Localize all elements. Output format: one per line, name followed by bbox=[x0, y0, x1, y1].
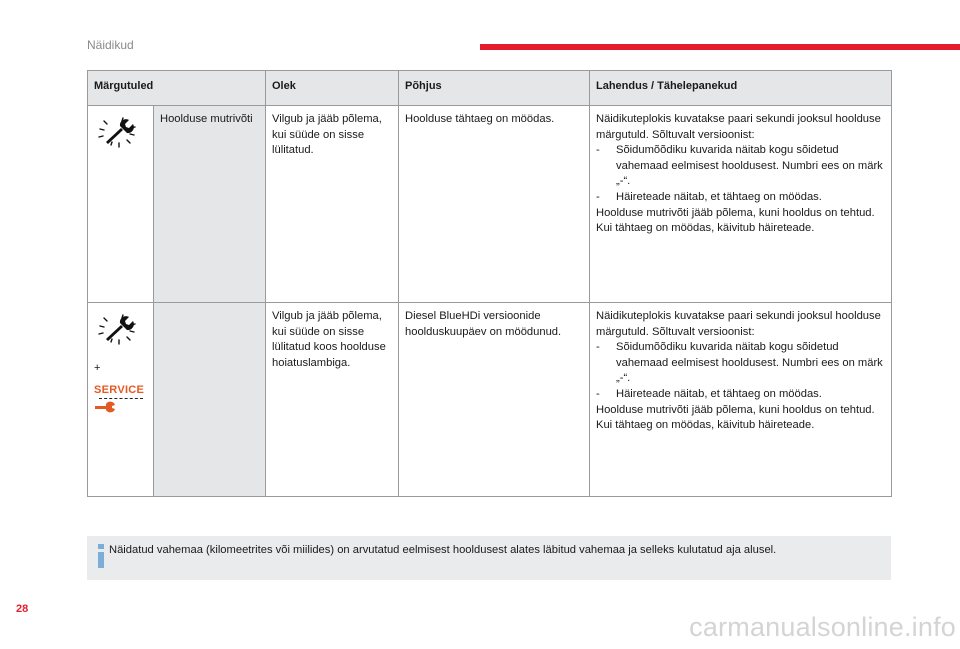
list-item bbox=[596, 387, 885, 403]
list-dash: - bbox=[596, 144, 600, 157]
indicator-name: Hoolduse mutrivõti bbox=[154, 106, 266, 303]
solution-intro: Näidikuteplokis kuvatakse paari sekundi jooksul hoolduse märgutuld. Sõltuvalt versioonist: bbox=[596, 113, 881, 141]
info-text: Näidatud vahemaa (kilomeetrites või miilides) on arvutatud eelmisest hooldusest alates läbitud vahemaa ja selleks kulutatud aja alusel. bbox=[109, 544, 777, 556]
solution-intro: Näidikuteplokis kuvatakse paari sekundi jooksul hoolduse märgutuld. Sõltuvalt versioonist: bbox=[596, 310, 881, 338]
list-item bbox=[596, 190, 885, 206]
state-cell: Vilgub ja jääb põlema, kui süüde on sisse lülitatud. bbox=[266, 106, 399, 303]
table-row bbox=[88, 303, 892, 497]
page-number: 28 bbox=[16, 603, 29, 615]
info-icon bbox=[95, 544, 107, 568]
list-item bbox=[596, 340, 885, 387]
service-label: SERVICE bbox=[94, 384, 145, 397]
list-item-text: Sõidumõõdiku kuvarida näitab kogu sõidetud vahemaad eelmisest hooldusest. Numbri ees on märk „-“. bbox=[616, 341, 883, 385]
wrench-warning-icon bbox=[94, 309, 140, 349]
plus-sign: + bbox=[94, 361, 101, 374]
column-header-cause: Põhjus bbox=[399, 71, 590, 106]
solution-outro: Hoolduse mutrivõti jääb põlema, kuni hooldus on tehtud. bbox=[596, 206, 875, 219]
indicator-name bbox=[154, 303, 266, 497]
list-item bbox=[596, 143, 885, 190]
warning-lights-table bbox=[87, 70, 892, 497]
indicator-icon-cell bbox=[88, 106, 154, 303]
list-item-text: Häireteade näitab, et tähtaeg on möödas. bbox=[616, 387, 822, 400]
watermark: carmanualsonline.info bbox=[689, 612, 956, 642]
column-header-indicator: Märgutuled bbox=[88, 71, 266, 106]
table-header-row bbox=[88, 71, 892, 106]
solution-cell bbox=[590, 303, 892, 497]
list-dash: - bbox=[596, 341, 600, 354]
list-dash: - bbox=[596, 387, 600, 400]
info-box bbox=[87, 536, 891, 580]
cause-cell: Diesel BlueHDi versioonide hoolduskuupäev on möödunud. bbox=[399, 303, 590, 497]
solution-cell bbox=[590, 106, 892, 303]
wrench-warning-icon bbox=[94, 112, 140, 152]
state-cell: Vilgub ja jääb põlema, kui süüde on sisse lülitatud koos hoolduse hoiatuslambiga. bbox=[266, 303, 399, 497]
list-item-text: Sõidumõõdiku kuvarida näitab kogu sõidetud vahemaad eelmisest hooldusest. Numbri ees on märk „-“. bbox=[616, 144, 883, 188]
list-item-text: Häireteade näitab, et tähtaeg on möödas. bbox=[616, 190, 822, 203]
header-accent-bar bbox=[480, 44, 960, 50]
solution-outro: Kui tähtaeg on möödas, käivitub häireteade. bbox=[596, 222, 815, 235]
list-dash: - bbox=[596, 190, 600, 203]
solution-outro: Kui tähtaeg on möödas, käivitub häireteade. bbox=[596, 419, 815, 432]
table-row bbox=[88, 106, 892, 303]
section-title: Näidikud bbox=[87, 38, 134, 52]
column-header-solution: Lahendus / Tähelepanekud bbox=[590, 71, 892, 106]
indicator-icon-cell bbox=[88, 303, 154, 497]
column-header-state: Olek bbox=[266, 71, 399, 106]
cause-cell: Hoolduse tähtaeg on möödas. bbox=[399, 106, 590, 303]
solution-outro: Hoolduse mutrivõti jääb põlema, kuni hooldus on tehtud. bbox=[596, 403, 875, 416]
wrench-icon bbox=[94, 401, 116, 413]
service-divider bbox=[99, 398, 143, 399]
